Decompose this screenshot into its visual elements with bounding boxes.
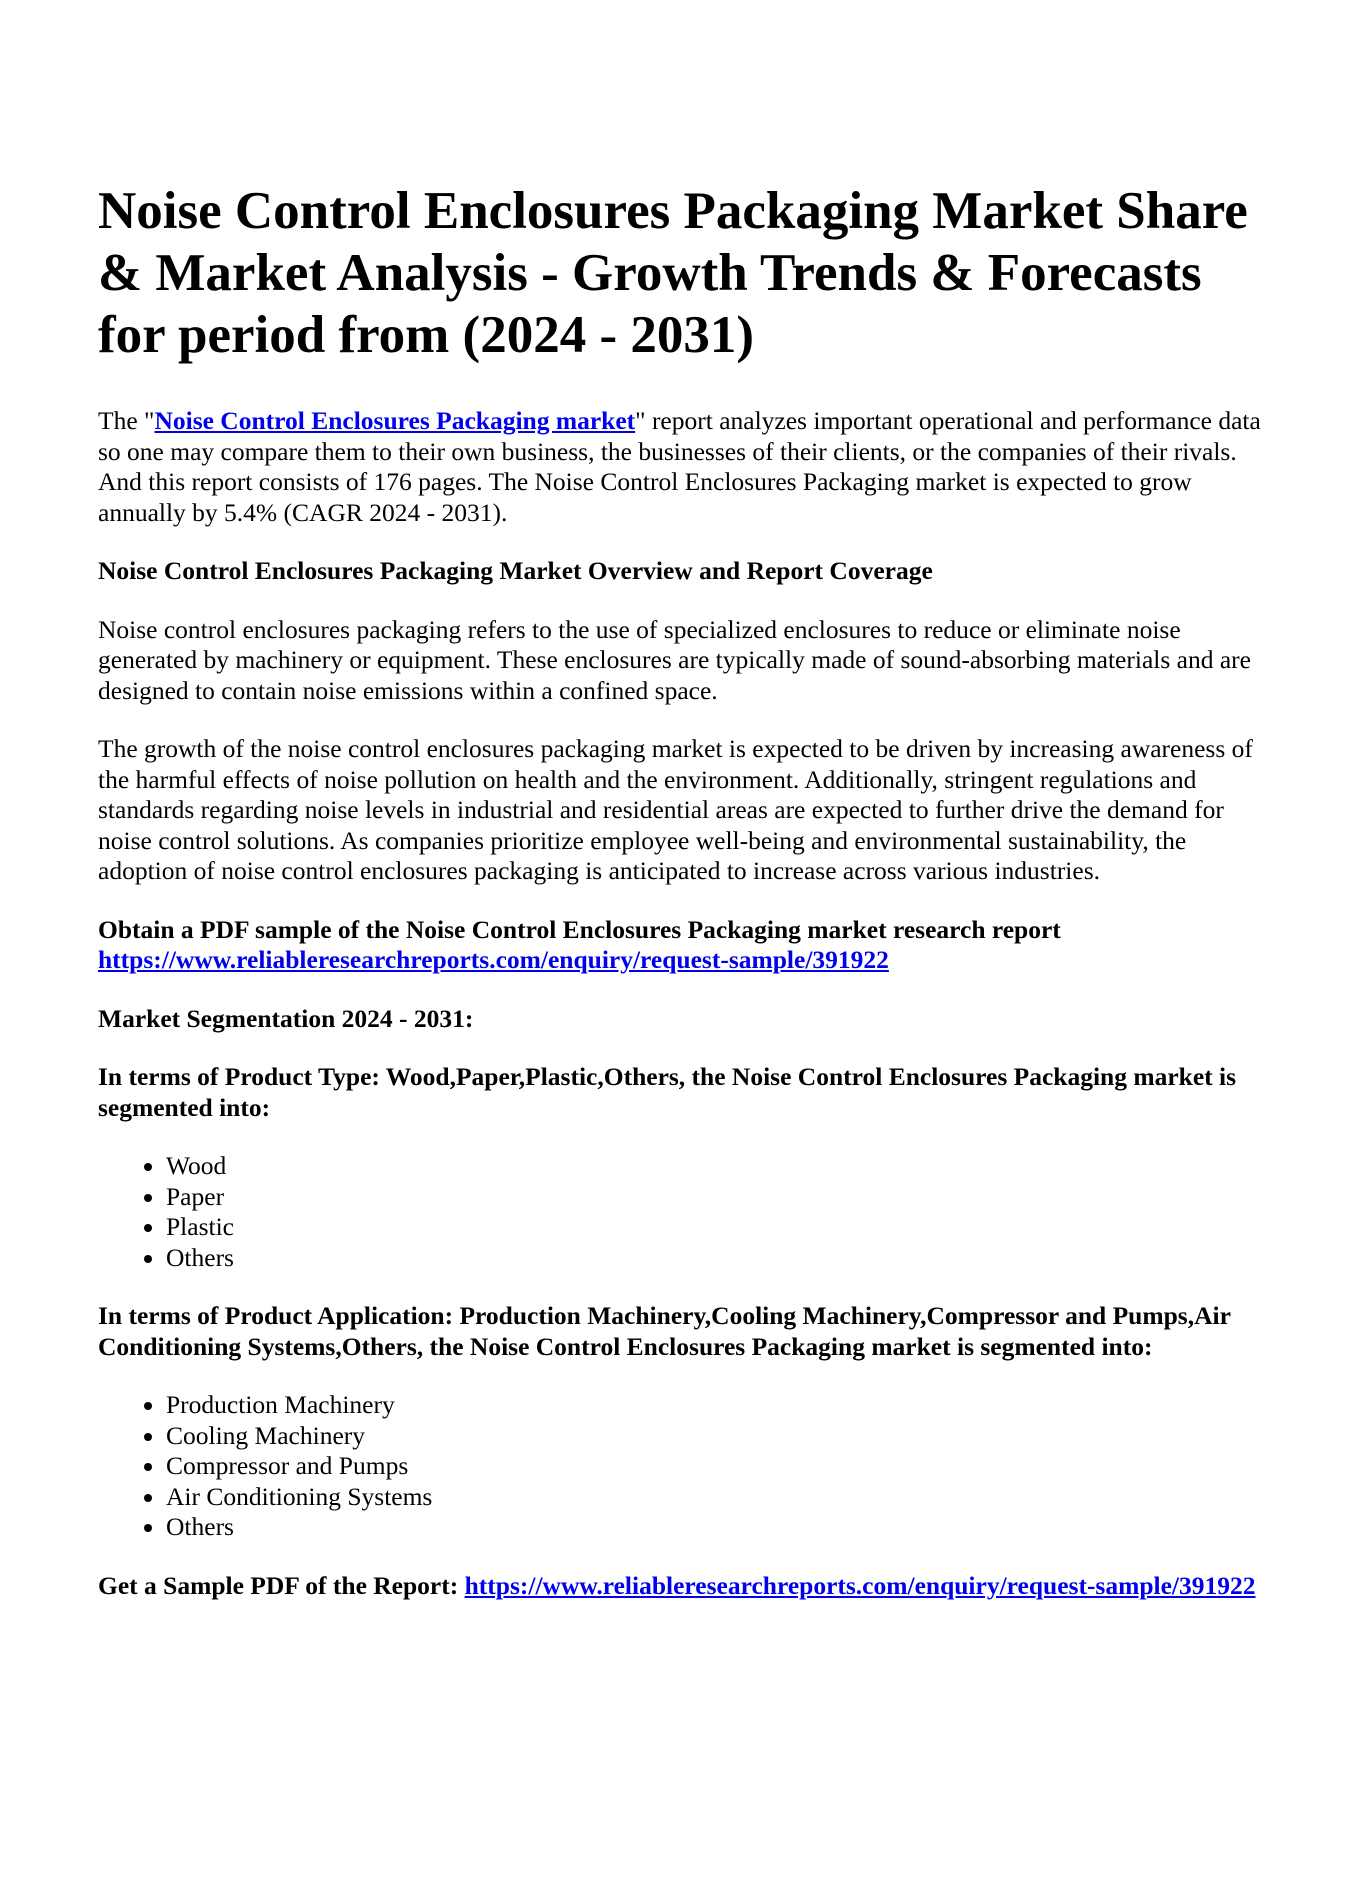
list-item: • Air Conditioning Systems	[166, 1482, 1268, 1513]
product-application-list	[98, 1390, 1268, 1543]
product-type-list	[98, 1151, 1268, 1273]
intro-suffix: " report analyzes important operational and performance data so one may compare them to their own business, the businesses of their clients, or the companies of their rivals. And this report consists of 176 pages. The Noise Control Enclosures Packaging market is expected to grow annually by 5.4% (CAGR 2024 - 2031).	[98, 406, 1261, 527]
sample-pdf-paragraph	[98, 1571, 1268, 1602]
product-application-heading: In terms of Product Application: Production Machinery,Cooling Machinery,Compressor and Pumps,Air Conditioning Systems,Others, the Noise Control Enclosures Packaging market is segmented into:	[98, 1301, 1231, 1361]
list-item: • Paper	[166, 1182, 1268, 1213]
intro-paragraph	[98, 406, 1268, 528]
overview-heading: Noise Control Enclosures Packaging Market Overview and Report Coverage	[98, 556, 933, 585]
product-type-heading: In terms of Product Type: Wood,Paper,Plastic,Others, the Noise Control Enclosures Packaging market is segmented into:	[98, 1062, 1237, 1122]
page-title: Noise Control Enclosures Packaging Market Share & Market Analysis - Growth Trends & Forecasts for period from (2024 - 2031)	[98, 182, 1248, 364]
list-item: • Others	[166, 1243, 1268, 1274]
document-page	[98, 180, 1268, 1629]
sample-pdf-text: Get a Sample PDF of the Report:	[98, 1570, 465, 1600]
sample-request-link[interactable]: https://www.reliableresearchreports.com/enquiry/request-sample/391922	[98, 945, 889, 974]
list-item: • Others	[166, 1512, 1268, 1543]
list-item: • Cooling Machinery	[166, 1421, 1268, 1452]
overview-paragraph-2: The growth of the noise control enclosures packaging market is expected to be driven by increasing awareness of the harmful effects of noise pollution on health and the environment. Additionally, stringent regulations and standards regarding noise levels in industrial and residential areas are expected to further drive the demand for noise control solutions. As companies prioritize employee well-being and environmental sustainability, the adoption of noise control enclosures packaging is anticipated to increase across various industries.	[98, 734, 1253, 885]
overview-paragraph-1: Noise control enclosures packaging refers to the use of specialized enclosures to reduce or eliminate noise generated by machinery or equipment. These enclosures are typically made of sound-absorbing materials and are designed to contain noise emissions within a confined space.	[98, 614, 1251, 705]
list-item: • Production Machinery	[166, 1390, 1268, 1421]
market-report-link[interactable]: Noise Control Enclosures Packaging market	[154, 406, 636, 435]
list-item: • Compressor and Pumps	[166, 1451, 1268, 1482]
list-item: • Wood	[166, 1151, 1268, 1182]
sample-pdf-link[interactable]: https://www.reliableresearchreports.com/enquiry/request-sample/391922	[464, 1570, 1256, 1600]
intro-prefix: The "	[98, 406, 155, 435]
list-item: • Plastic	[166, 1212, 1268, 1243]
segmentation-heading: Market Segmentation 2024 - 2031:	[98, 1003, 474, 1033]
sample-request-paragraph	[98, 915, 1268, 976]
sample-request-text: Obtain a PDF sample of the Noise Control Enclosures Packaging market research report	[98, 914, 1061, 944]
